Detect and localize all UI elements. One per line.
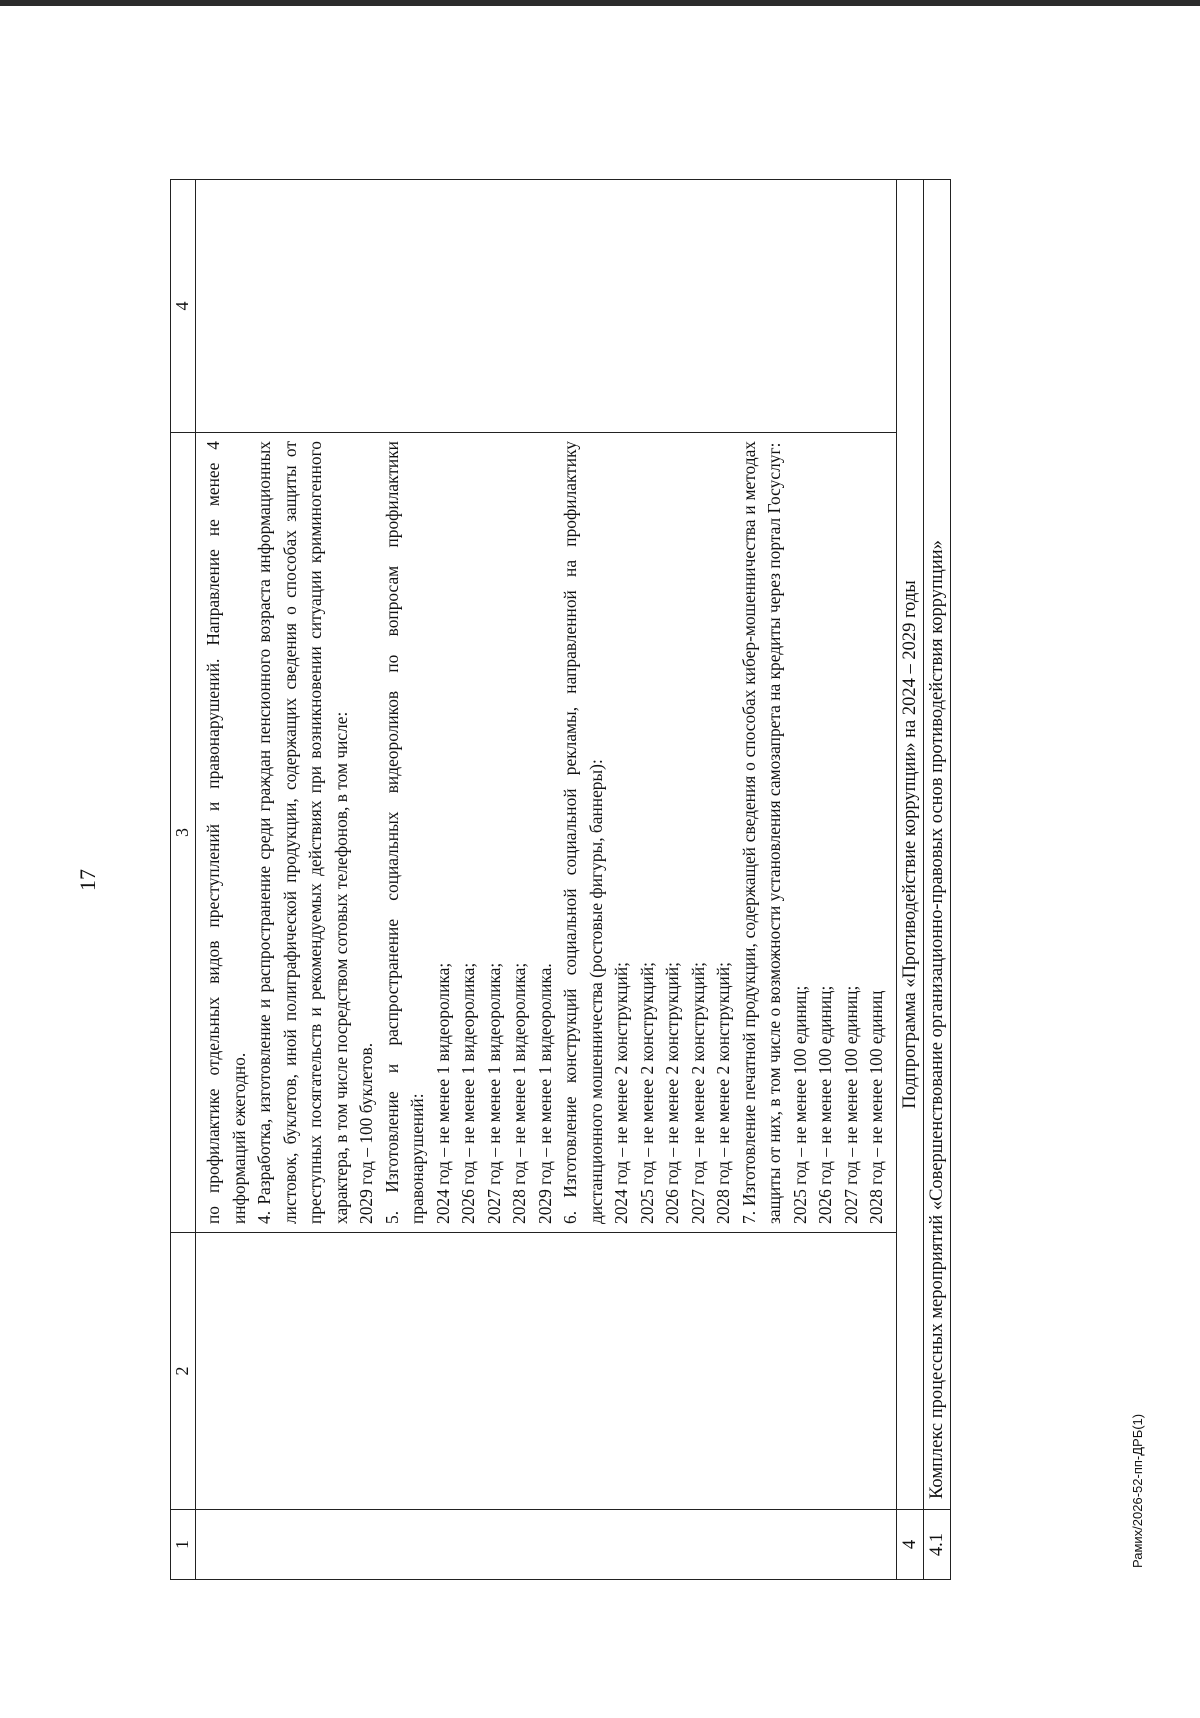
description-paragraph: 2026 год – не менее 100 единиц;: [815, 985, 835, 1224]
cell-result: [196, 180, 897, 433]
description-paragraph: 2028 год – не менее 1 видеоролика;: [509, 962, 529, 1224]
column-header-1: 1: [171, 1510, 196, 1580]
cell-measure-name: [196, 1233, 897, 1510]
table-row-complex: [923, 180, 950, 1580]
document-code: Рамих/2026-52-пп-ДРБ(1): [1130, 1413, 1145, 1568]
subprogram-number: 4: [896, 1510, 923, 1580]
column-header-3: 3: [171, 433, 196, 1233]
description-paragraph: по профилактике отдельных видов преступлений и правонарушений. Направление не менее 4 информаций ежегодно.: [203, 441, 249, 1224]
description-paragraph: 2027 год – не менее 100 единиц;: [840, 985, 861, 1224]
description-paragraph: 5. Изготовление и распространение социальных видеороликов по вопросам профилактики правонарушений:: [381, 441, 427, 1224]
description-paragraph: 2029 год – не менее 1 видеоролика.: [534, 963, 555, 1224]
table-row-continuation: [196, 180, 897, 1580]
description-paragraph: 2029 год – 100 буклетов.: [356, 1042, 376, 1224]
cell-number: [196, 1510, 897, 1580]
description-paragraph: 2025 год – не менее 100 единиц;: [789, 985, 810, 1224]
description-paragraph: 2027 год – не менее 1 видеоролика;: [483, 962, 504, 1224]
description-paragraph: 2024 год – не менее 2 конструкций;: [611, 962, 631, 1224]
column-header-4: 4: [171, 180, 196, 433]
description-paragraph: 2027 год – не менее 2 конструкций;: [687, 962, 708, 1224]
description-paragraph: 2026 год – не менее 1 видеоролика;: [458, 962, 478, 1224]
column-header-2: 2: [171, 1233, 196, 1510]
table-header-row: [171, 180, 196, 1580]
complex-number: 4.1: [923, 1510, 950, 1580]
cell-description: [196, 433, 897, 1233]
description-paragraph: 2028 год – не менее 100 единиц: [866, 990, 886, 1224]
description-paragraph: 2024 год – не менее 1 видеоролика;: [432, 962, 453, 1224]
description-paragraph: 4. Разработка, изготовление и распространение среди граждан пенсионного возраста информационных листовок, буклетов, иной полиграфической продукции, содержащих сведения о способах защиты от преступных посягательств и рекомендуемых действиях при возникновении ситуации криминогенного характера, в том числе посредством сотовых телефонов, в том числе:: [254, 441, 351, 1224]
description-paragraph: 7. Изготовление печатной продукции, содержащей сведения о способах кибер-мошенничества и методах защиты от них, в том числе о возможности установления самозапрета на кредиты через портал Госуслуг:: [738, 441, 784, 1224]
description-paragraph: 2028 год – не менее 2 конструкций;: [713, 962, 733, 1224]
description-paragraph: 2025 год – не менее 2 конструкций;: [636, 962, 657, 1224]
description-text: [196, 433, 896, 1232]
complex-title: Комплекс процессных мероприятий «Совершенствование организационно-правовых основ противодействия коррупции»: [923, 180, 950, 1510]
subprogram-title: Подпрограмма «Противодействие коррупции» на 2024 – 2029 годы: [896, 180, 923, 1510]
description-paragraph: 6. Изготовление конструкций социальной социальной рекламы, направленной на профилактику дистанционного мошенничества (ростовые фигуры, баннеры):: [560, 441, 606, 1224]
table-row-subprogram: [896, 180, 923, 1580]
scan-top-border: [0, 0, 1200, 6]
measures-table: [170, 179, 951, 1580]
rotated-page: [75, 180, 1170, 1580]
description-paragraph: 2026 год – не менее 2 конструкций;: [662, 962, 682, 1224]
page-number: 17: [75, 869, 100, 891]
